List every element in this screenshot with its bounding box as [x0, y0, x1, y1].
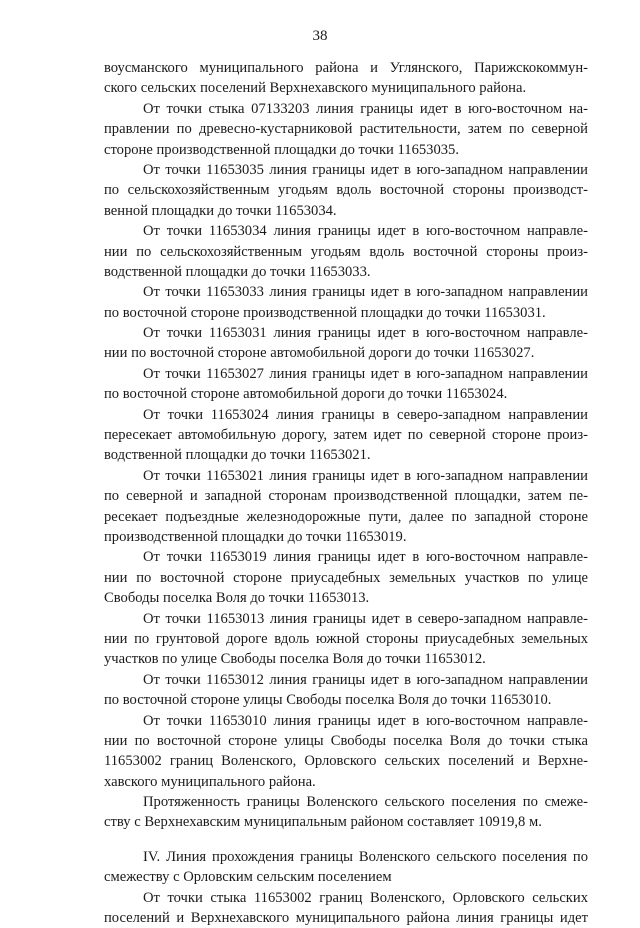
paragraph	[104, 609, 588, 670]
paragraph-line: правлении по древесно-кустарниковой растительности, затем по северной	[104, 121, 588, 138]
paragraph	[104, 282, 588, 323]
section-gap	[104, 833, 588, 847]
paragraph-line: нии по грунтовой дороге вдоль южной стороны приусадебных земельных	[104, 630, 588, 647]
paragraph-line: по восточной стороне улицы Свободы поселка Воля до точки 11653010.	[104, 692, 552, 709]
paragraph-line: хавского муниципального района.	[104, 773, 316, 790]
paragraph	[104, 792, 588, 833]
paragraph-line: нии по восточной стороне улицы Свободы поселка Воля до точки стыка	[104, 732, 588, 749]
paragraph	[104, 405, 588, 466]
paragraph-line: по северной и западной сторонам производственной площадки, затем пе-	[104, 488, 588, 505]
paragraph-line: нии по восточной стороне приусадебных земельных участков по улице	[104, 569, 588, 586]
paragraph-line: От точки 11653021 линия границы идет в юго-западном направлении	[143, 467, 588, 484]
paragraph-line: От точки 11653024 линия границы в северо-западном направлении	[143, 406, 588, 423]
paragraph-line: От точки 11653013 линия границы идет в северо-западном направле-	[143, 610, 588, 627]
paragraph-line: ского сельских поселений Верхнехавского муниципального района.	[104, 80, 527, 97]
paragraph-line: стороне производственной площадки до точки 11653035.	[104, 141, 459, 158]
paragraph-line: ству с Верхнехавским муниципальным районом составляет 10919,8 м.	[104, 814, 542, 831]
paragraph-line: От точки 11653034 линия границы идет в юго-восточном направле-	[143, 223, 588, 240]
paragraph-line: От точки стыка 11653002 границ Воленского, Орловского сельских	[143, 889, 588, 906]
paragraph-line: От точки 11653035 линия границы идет в юго-западном направлении	[143, 161, 588, 178]
paragraph-line: нии по сельскохозяйственным угодьям вдоль восточной стороны произ-	[104, 243, 588, 260]
paragraph-line: От точки 11653019 линия границы идет в юго-восточном направле-	[143, 549, 588, 566]
section-heading-line: смежеству с Орловским сельским поселением	[104, 869, 392, 886]
section-heading-line: IV. Линия прохождения границы Воленского сельского поселения по	[143, 848, 588, 865]
paragraph-line: От точки стыка 07133203 линия границы идет в юго-восточном на-	[143, 100, 588, 117]
paragraph	[104, 670, 588, 711]
paragraph-line: производственной площадки до точки 11653019.	[104, 528, 407, 545]
paragraph-line: по восточной стороне производственной площадки до точки 11653031.	[104, 304, 546, 321]
paragraph	[104, 221, 588, 282]
paragraph	[104, 466, 588, 548]
paragraph-line: От точки 11653033 линия границы идет в юго-западном направлении	[143, 284, 588, 301]
paragraph-line: пересекает автомобильную дорогу, затем идет по северной стороне произ-	[104, 427, 588, 444]
paragraph-line: венной площадки до точки 11653034.	[104, 202, 337, 219]
paragraph-line: ресекает подъездные железнодорожные пути, далее по западной стороне	[104, 508, 588, 525]
paragraph-line: Свободы поселка Воля до точки 11653013.	[104, 590, 370, 607]
paragraph-line: водственной площадки до точки 11653033.	[104, 263, 371, 280]
paragraph-line: поселений и Верхнехавского муниципального района линия границы идет	[104, 910, 588, 927]
paragraph-list	[104, 58, 588, 833]
section-heading	[104, 847, 588, 888]
paragraph	[104, 323, 588, 364]
section-paragraph	[104, 888, 588, 928]
paragraph-line: воусманского муниципального района и Углянского, Парижскокоммун-	[104, 60, 588, 76]
document-body	[104, 58, 588, 928]
paragraph-line: 11653002 границ Воленского, Орловского сельских поселений и Верхне-	[104, 753, 588, 770]
paragraph-line: От точки 11653010 линия границы идет в юго-восточном направле-	[143, 712, 588, 729]
paragraph-line: нии по восточной стороне автомобильной дороги до точки 11653027.	[104, 345, 535, 362]
paragraph	[104, 58, 588, 99]
paragraph	[104, 364, 588, 405]
page-number: 38	[312, 28, 328, 44]
paragraph-line: От точки 11653012 линия границы идет в юго-западном направлении	[143, 671, 588, 688]
paragraph-line: Протяженность границы Воленского сельского поселения по смеже-	[143, 794, 588, 811]
paragraph	[104, 160, 588, 221]
paragraph-line: водственной площадки до точки 11653021.	[104, 447, 371, 464]
paragraph-line: участков по улице Свободы поселка Воля до точки 11653012.	[104, 651, 486, 668]
paragraph	[104, 547, 588, 608]
paragraph-line: по сельскохозяйственным угодьям вдоль восточной стороны производст-	[104, 182, 588, 199]
paragraph-line: От точки 11653031 линия границы идет в юго-восточном направле-	[143, 325, 588, 342]
paragraph	[104, 99, 588, 160]
paragraph-line: От точки 11653027 линия границы идет в юго-западном направлении	[143, 365, 588, 382]
paragraph	[104, 711, 588, 793]
paragraph-line: по восточной стороне автомобильной дороги до точки 11653024.	[104, 386, 508, 403]
